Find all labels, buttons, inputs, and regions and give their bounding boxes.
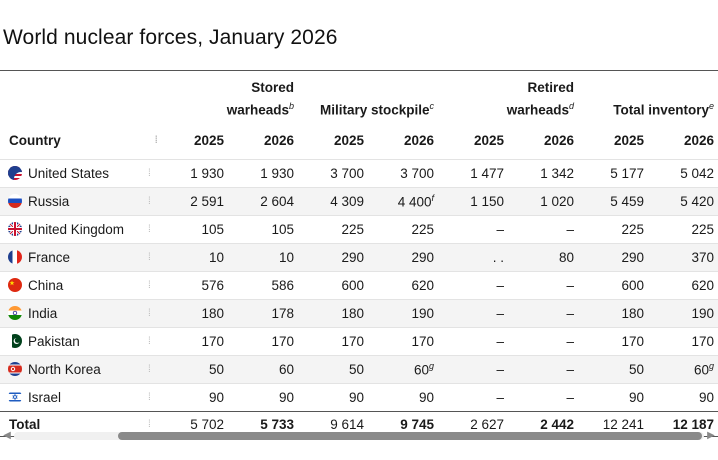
nuclear-forces-table: [0, 71, 718, 437]
value-cell: [508, 272, 578, 300]
value-cell: [438, 384, 508, 412]
military-label: Military stockpile: [319, 102, 430, 117]
value-text: 170: [341, 334, 365, 349]
scroll-thumb[interactable]: [118, 432, 702, 440]
value-cell: [368, 356, 438, 384]
value-cell: [298, 300, 368, 328]
value-text: 620: [411, 278, 435, 293]
value-cell: [158, 300, 228, 328]
country-cell: [0, 160, 148, 188]
value-text: 5 042: [680, 166, 715, 181]
total-label: Total: [0, 412, 148, 437]
country-column-header: Country: [9, 132, 61, 148]
value-cell: [508, 216, 578, 244]
value-cell: [228, 188, 298, 216]
value-cell: [158, 328, 228, 356]
total-footnote: e: [709, 100, 715, 111]
scroll-left-arrow-icon[interactable]: ◀: [3, 430, 11, 441]
value-cell: [228, 300, 298, 328]
year-header: 2026: [403, 132, 435, 148]
value-cell: [158, 160, 228, 188]
value-text: 5 459: [610, 194, 645, 209]
value-cell: [228, 272, 298, 300]
value-text: 1 477: [470, 166, 505, 181]
value-text: 60: [278, 362, 295, 377]
value-text: 90: [208, 390, 224, 405]
value-text: 170: [411, 334, 435, 349]
country-name: United Kingdom: [28, 222, 125, 237]
retired-footnote: d: [569, 100, 575, 111]
value-text: 10: [278, 250, 295, 265]
value-cell: [578, 188, 648, 216]
value-text: –: [566, 278, 575, 293]
year-header: 2025: [333, 132, 365, 148]
country-name: Russia: [28, 194, 70, 209]
value-text: –: [496, 334, 505, 349]
value-cell: [578, 216, 648, 244]
pakistan-flag-icon: [8, 334, 22, 348]
value-cell: [578, 328, 648, 356]
value-cell: [508, 188, 578, 216]
total-value-cell: 9 614: [298, 412, 368, 437]
value-text: –: [566, 222, 575, 237]
value-text: 90: [699, 390, 715, 405]
value-text: –: [496, 306, 505, 321]
country-name: Pakistan: [28, 334, 80, 349]
value-text: 1 020: [540, 194, 575, 209]
value-text: 170: [691, 334, 715, 349]
value-cell: [438, 300, 508, 328]
stored-line2: warheads: [226, 102, 289, 117]
value-text: . .: [492, 250, 505, 265]
value-text: 105: [201, 222, 224, 237]
value-text: 586: [271, 278, 295, 293]
footnote-marker: f: [431, 193, 435, 204]
value-text: –: [566, 334, 575, 349]
value-text: 1 342: [540, 166, 575, 181]
page-title: World nuclear forces, January 2026: [3, 26, 338, 49]
table-row: [0, 300, 718, 328]
value-text: 576: [201, 278, 224, 293]
value-cell: [298, 244, 368, 272]
total-value-cell: 12 187: [648, 412, 718, 437]
value-cell: [298, 384, 368, 412]
value-text: 620: [691, 278, 715, 293]
scroll-right-arrow-icon[interactable]: ▶: [707, 430, 715, 441]
column-divider: ⁞: [148, 412, 158, 437]
value-text: 2 591: [190, 194, 224, 209]
russia-flag-icon: [8, 194, 22, 208]
total-value-cell: 5 733: [228, 412, 298, 437]
value-cell: [648, 356, 718, 384]
column-divider: ⁞: [148, 188, 158, 216]
value-cell: [578, 384, 648, 412]
country-name: China: [28, 278, 64, 293]
value-cell: [438, 272, 508, 300]
value-text: 3 700: [330, 166, 365, 181]
footnote-marker: g: [709, 361, 715, 372]
value-text: 290: [341, 250, 365, 265]
value-text: 60: [694, 362, 710, 378]
value-cell: [648, 384, 718, 412]
value-text: 290: [621, 250, 645, 265]
value-cell: [298, 160, 368, 188]
total-value-cell: 2 442: [508, 412, 578, 437]
value-cell: [228, 244, 298, 272]
value-cell: [298, 216, 368, 244]
value-cell: [648, 300, 718, 328]
israel-flag-icon: [8, 390, 22, 404]
value-cell: [648, 244, 718, 272]
value-text: 1 150: [470, 194, 505, 209]
value-cell: [368, 272, 438, 300]
value-text: 190: [691, 306, 715, 321]
value-cell: [298, 272, 368, 300]
column-divider: ⁞: [148, 160, 158, 188]
country-cell: [0, 272, 148, 300]
value-text: 2 604: [260, 194, 295, 209]
value-text: 90: [278, 390, 295, 405]
value-text: –: [496, 390, 505, 405]
value-cell: [508, 160, 578, 188]
value-cell: [368, 244, 438, 272]
value-cell: [578, 272, 648, 300]
year-header-row: [0, 121, 718, 160]
value-cell: [368, 188, 438, 216]
value-cell: [648, 160, 718, 188]
value-text: 5 420: [680, 194, 715, 209]
china-flag-icon: [8, 278, 22, 292]
group-header-military: [298, 71, 438, 121]
value-text: –: [566, 390, 575, 405]
country-name: United States: [28, 166, 110, 181]
value-cell: [438, 244, 508, 272]
value-cell: [228, 160, 298, 188]
value-text: 1 930: [190, 166, 224, 181]
column-divider: ⁞: [148, 244, 158, 272]
table-row: [0, 356, 718, 384]
value-cell: [578, 244, 648, 272]
country-cell: [0, 356, 148, 384]
value-cell: [158, 356, 228, 384]
value-cell: [508, 384, 578, 412]
value-cell: [438, 160, 508, 188]
value-cell: [158, 216, 228, 244]
country-cell: [0, 216, 148, 244]
country-name: Israel: [28, 390, 62, 405]
value-cell: [228, 216, 298, 244]
value-text: 90: [629, 390, 645, 405]
value-text: –: [496, 278, 505, 293]
india-flag-icon: [8, 306, 22, 320]
country-cell: [0, 384, 148, 412]
value-text: 600: [341, 278, 365, 293]
column-divider: ⁞: [148, 356, 158, 384]
table-row: [0, 328, 718, 356]
total-value-cell: 2 627: [438, 412, 508, 437]
table-row: [0, 160, 718, 188]
value-text: 290: [411, 250, 435, 265]
value-text: 178: [271, 306, 295, 321]
value-cell: [508, 300, 578, 328]
value-text: 10: [208, 250, 224, 265]
france-flag-icon: [8, 250, 22, 264]
value-text: 80: [559, 250, 575, 265]
value-cell: [158, 244, 228, 272]
value-text: 225: [411, 222, 435, 237]
value-text: 4 400: [397, 194, 432, 210]
value-cell: [648, 328, 718, 356]
year-header: 2025: [614, 132, 645, 148]
year-header: 2026: [544, 132, 575, 148]
value-text: 180: [341, 306, 365, 321]
value-cell: [648, 188, 718, 216]
value-cell: [508, 356, 578, 384]
stored-line1: Stored: [251, 79, 295, 95]
value-cell: [368, 160, 438, 188]
group-header-total: [578, 71, 718, 121]
value-cell: [298, 328, 368, 356]
value-cell: [508, 328, 578, 356]
year-header: 2026: [263, 132, 295, 148]
value-text: 50: [629, 362, 645, 377]
north-korea-flag-icon: [8, 362, 22, 376]
country-name: North Korea: [28, 362, 101, 377]
value-cell: [438, 216, 508, 244]
table-row: [0, 384, 718, 412]
value-text: 3 700: [400, 166, 435, 181]
table-row: [0, 188, 718, 216]
uk-flag-icon: [8, 222, 22, 236]
value-text: 180: [201, 306, 224, 321]
value-cell: [368, 216, 438, 244]
column-divider: ⁞: [148, 328, 158, 356]
value-cell: [578, 160, 648, 188]
column-divider: ⁞: [148, 216, 158, 244]
value-text: 4 309: [330, 194, 365, 209]
value-cell: [158, 188, 228, 216]
country-name: India: [28, 306, 58, 321]
total-value-cell: 5 702: [158, 412, 228, 437]
value-cell: [298, 356, 368, 384]
value-text: 5 177: [610, 166, 645, 181]
value-cell: [368, 384, 438, 412]
value-text: –: [566, 362, 575, 377]
column-divider: ⁞: [148, 300, 158, 328]
value-cell: [298, 188, 368, 216]
value-cell: [158, 384, 228, 412]
value-text: –: [566, 306, 575, 321]
military-footnote: c: [429, 100, 435, 111]
value-text: 170: [271, 334, 295, 349]
total-value-cell: 12 241: [578, 412, 648, 437]
value-cell: [228, 328, 298, 356]
value-text: 180: [621, 306, 645, 321]
group-header-retired: [438, 71, 578, 121]
value-cell: [648, 272, 718, 300]
table-row: [0, 244, 718, 272]
country-cell: [0, 244, 148, 272]
group-header-row: [0, 71, 718, 121]
value-cell: [228, 356, 298, 384]
value-text: 225: [691, 222, 715, 237]
retired-line2: warheads: [506, 102, 570, 117]
value-text: 170: [201, 334, 224, 349]
year-header: 2025: [473, 132, 505, 148]
value-text: 170: [621, 334, 645, 349]
column-divider: ⁞: [148, 384, 158, 412]
value-text: 105: [271, 222, 295, 237]
value-cell: [158, 272, 228, 300]
value-text: 60: [413, 362, 430, 378]
value-cell: [648, 216, 718, 244]
country-cell: [0, 300, 148, 328]
value-text: 225: [621, 222, 645, 237]
value-cell: [438, 328, 508, 356]
value-text: 90: [348, 390, 365, 405]
value-text: 225: [341, 222, 365, 237]
year-header: 2025: [193, 132, 224, 148]
group-header-stored: [158, 71, 298, 121]
value-cell: [508, 244, 578, 272]
table-row: [0, 272, 718, 300]
column-divider: ⁞: [148, 272, 158, 300]
value-text: 1 930: [260, 166, 295, 181]
value-cell: [578, 356, 648, 384]
value-cell: [368, 328, 438, 356]
value-text: 50: [348, 362, 365, 377]
value-cell: [438, 188, 508, 216]
value-text: 190: [411, 306, 435, 321]
total-value-cell: 9 745: [368, 412, 438, 437]
value-text: 600: [621, 278, 645, 293]
country-cell: [0, 328, 148, 356]
value-text: –: [496, 362, 505, 377]
retired-line1: Retired: [527, 79, 575, 95]
stored-footnote: b: [289, 100, 295, 111]
value-text: 90: [419, 390, 435, 405]
year-header: 2026: [684, 132, 715, 148]
us-flag-icon: [8, 166, 22, 180]
table-row: [0, 216, 718, 244]
country-cell: [0, 188, 148, 216]
country-name: France: [28, 250, 71, 265]
footnote-marker: g: [429, 361, 435, 372]
value-text: 370: [691, 250, 715, 265]
horizontal-scrollbar[interactable]: [0, 429, 718, 443]
value-text: 50: [208, 362, 224, 377]
total-inventory-label: Total inventory: [613, 102, 710, 117]
value-cell: [368, 300, 438, 328]
value-text: –: [496, 222, 505, 237]
column-divider: ⁞: [154, 134, 158, 146]
value-cell: [578, 300, 648, 328]
value-cell: [228, 384, 298, 412]
value-cell: [438, 356, 508, 384]
